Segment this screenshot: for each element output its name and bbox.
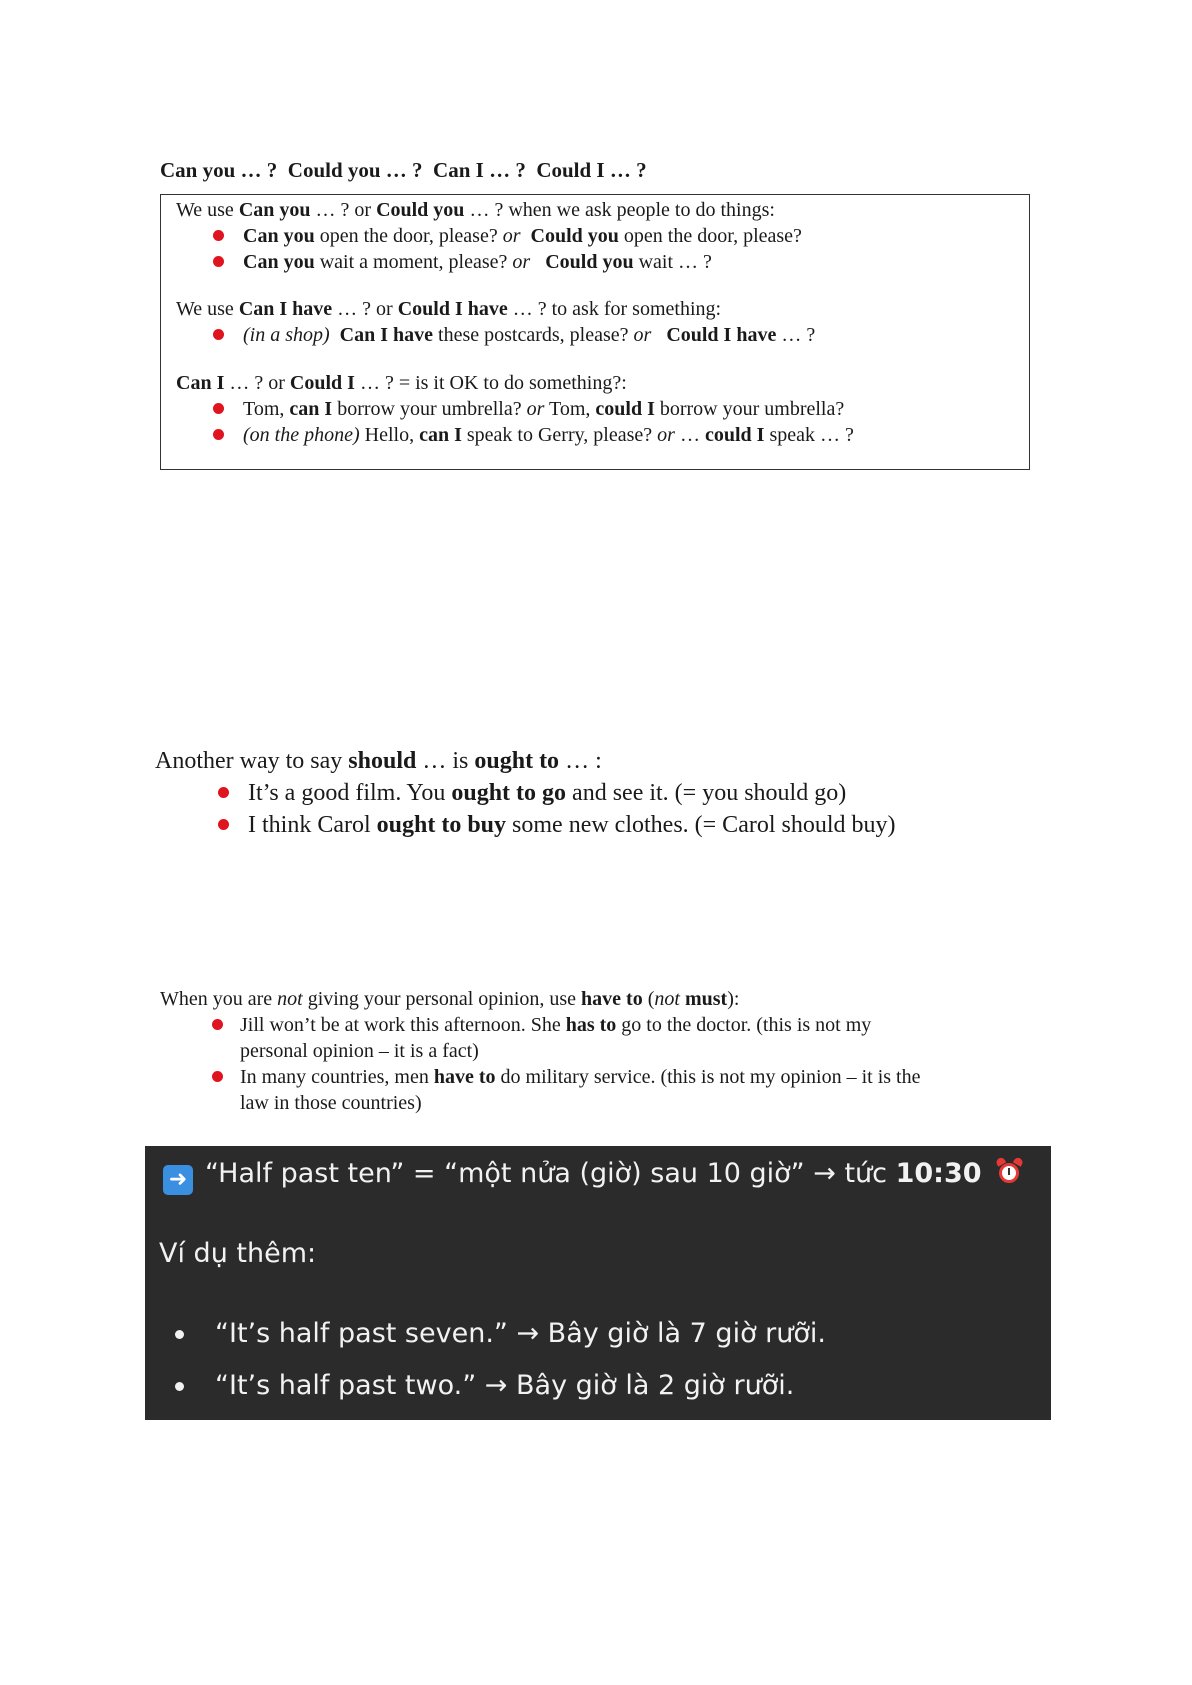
example-umbrella: Tom, can I borrow your umbrella? or Tom, could I borrow your umbrella?: [213, 398, 844, 421]
arrow-right-icon: ➜: [163, 1165, 193, 1195]
bullet-dot: [213, 429, 224, 440]
example-clothes: I think Carol ought to buy some new clothes. (= Carol should buy): [218, 812, 896, 839]
bullet-dot: [213, 256, 224, 267]
example-wait: Can you wait a moment, please? or Could you wait … ?: [213, 251, 712, 274]
bullet-dot: [218, 787, 229, 798]
example-bullet-seven: “It’s half past seven.” → Bây giờ là 7 giờ rưỡi.: [175, 1318, 826, 1349]
bullet-dot: [213, 230, 224, 241]
example-postcards: (in a shop) Can I have these postcards, please? or Could I have … ?: [213, 324, 815, 347]
bullet-dot: [175, 1382, 184, 1391]
alarm-clock-icon: [996, 1158, 1024, 1186]
bullet-dot: [212, 1071, 223, 1082]
section1-heading: Can you … ? Could you … ? Can I … ? Could I … ?: [160, 158, 647, 182]
bullet-dot: [213, 403, 224, 414]
intro-ought-to: Another way to say should … is ought to … :: [155, 748, 602, 774]
bullet-dot: [213, 329, 224, 340]
intro-can-i-have: We use Can I have … ? or Could I have … ? to ask for something:: [176, 298, 722, 320]
bullet-dot: [175, 1330, 184, 1339]
intro-can-you: We use Can you … ? or Could you … ? when we ask people to do things:: [176, 199, 775, 221]
bullet-dot: [212, 1019, 223, 1030]
examples-subheading: Ví dụ thêm:: [159, 1238, 317, 1269]
bullet-dot: [218, 819, 229, 830]
example-open-door: Can you open the door, please? or Could you open the door, please?: [213, 225, 802, 248]
half-past-ten-line: ➜ “Half past ten” = “một nửa (giờ) sau 10 giờ” → tức 10:30: [163, 1158, 1024, 1195]
intro-can-i: Can I … ? or Could I … ? = is it OK to do something?:: [176, 372, 627, 394]
example-bullet-two: “It’s half past two.” → Bây giờ là 2 giờ rưỡi.: [175, 1370, 794, 1401]
example-phone: (on the phone) Hello, can I speak to Gerry, please? or … could I speak … ?: [213, 424, 854, 447]
example-doctor: Jill won’t be at work this afternoon. She has to go to the doctor. (this is not my: [212, 1014, 871, 1037]
half-past-panel: [145, 1146, 1051, 1420]
example-military: In many countries, men have to do military service. (this is not my opinion – it is the: [212, 1066, 920, 1089]
example-film: It’s a good film. You ought to go and see it. (= you should go): [218, 780, 846, 807]
section1-box: [160, 194, 1030, 470]
example-doctor-cont: personal opinion – it is a fact): [240, 1040, 479, 1062]
example-military-cont: law in those countries): [240, 1092, 422, 1114]
intro-have-to: When you are not giving your personal opinion, use have to (not must):: [160, 988, 740, 1010]
